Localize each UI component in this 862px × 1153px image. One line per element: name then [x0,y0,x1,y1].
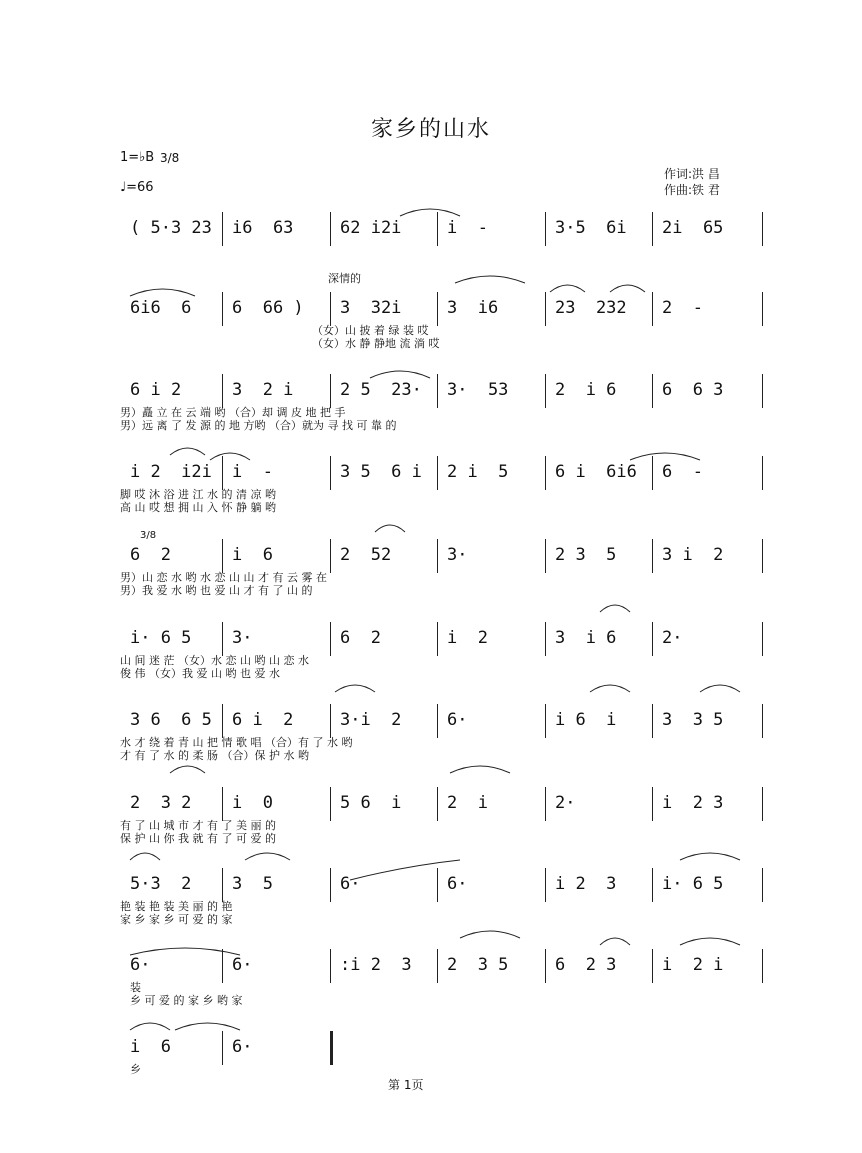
measure-notes: 6 i 6i6 [555,462,637,482]
measure-notes: ( 5·3 23 [130,218,212,238]
measure-notes: 3 5 6 i [340,462,422,482]
measure-notes: 3 32i [340,298,402,318]
measure-notes: 3 i 2 [662,545,724,565]
measure-notes: 5 6 i [340,793,402,813]
measure-notes: i6 63 [232,218,294,238]
slur [460,931,520,938]
measure-notes: 6 6 3 [662,380,724,400]
measure-notes: 6· [447,710,468,730]
slur [455,276,525,283]
measure-notes: 2 3 5 [555,545,617,565]
measure-notes: 2 3 5 [447,955,509,975]
measure-notes: i 2 3 [662,793,724,813]
slur [130,948,240,955]
lyric-line: 家 乡 家 乡 可 爱 的 家 [120,913,233,926]
measure-notes: 23 232 [555,298,627,318]
measure-notes: 3 2 i [232,380,294,400]
page-number: 第 1页 [388,1078,424,1092]
measure-notes: 6· [232,955,253,975]
measure-notes: 6 2 [130,545,171,565]
lyric-line: 脚 哎 沐 浴 进 江 水 的 清 凉 哟 [120,488,276,501]
measure-notes: 62 i2i [340,218,402,238]
measure-notes: 2 i 6 [555,380,617,400]
slur [630,453,700,460]
slur [350,860,460,880]
measure-notes: 2 i [447,793,488,813]
page-title: 家乡的山水 [370,117,491,142]
slur [170,448,205,455]
lyric-line: 装 [130,981,141,994]
lyric-line: 高 山 哎 想 拥 山 入 怀 静 躺 哟 [120,501,276,514]
slur [210,453,250,460]
measure-notes: 3 6 6 5 [130,710,212,730]
meter-change: 3/8 [140,530,157,541]
lyric-line: 男）远 离 了 发 源 的 地 方哟 （合）就为 寻 找 可 靠 的 [120,419,397,432]
slur [700,685,740,692]
slur [680,853,740,860]
slur [400,209,460,216]
measure-notes: i· 6 5 [662,874,724,894]
slur [245,853,290,860]
measure-notes: 6 2 [340,628,381,648]
measure-notes: i - [232,462,273,482]
slur [610,285,645,292]
expression-mark: 深情的 [328,272,361,285]
slur [130,289,195,296]
slur [175,1023,240,1030]
slur [590,685,630,692]
lyric-line: 有 了 山 城 市 才 有 了 美 丽 的 [120,819,276,832]
lyric-line: 山 间 迷 茫 （女）水 恋 山 哟 山 恋 水 [120,654,309,667]
measure-notes: 2 3 2 [130,793,192,813]
measure-notes: 2 52 [340,545,392,565]
measure-notes: i 2 3 [555,874,617,894]
lyric-line: 男）山 恋 水 哟 水 恋 山 山 才 有 云 雾 在 [120,571,327,584]
key-label: 1=♭B [120,150,155,165]
slur [600,938,630,945]
lyric-line: 艳 装 艳 装 美 丽 的 艳 [120,900,233,913]
measure-notes: 6· [447,874,468,894]
lyric-line: 水 才 绕 着 青 山 把 情 歌 唱 （合）有 了 水 哟 [120,736,353,749]
measure-notes: 2 i 5 [447,462,509,482]
measure-notes: :i 2 3 [340,955,412,975]
measure-notes: 3·5 6i [555,218,627,238]
measure-notes: 3 i6 [447,298,499,318]
measure-notes: 6· [340,874,361,894]
composer-credit: 作曲:铁 君 [664,183,720,197]
measure-notes: 3 i 6 [555,628,617,648]
slur [130,1023,170,1030]
measure-notes: 3·i 2 [340,710,402,730]
measure-notes: 6 i 2 [232,710,294,730]
slur [370,371,430,378]
measure-notes: 2· [555,793,576,813]
measure-notes: 3 5 [232,874,273,894]
measure-notes: 3 3 5 [662,710,724,730]
measure-notes: 6 2 3 [555,955,617,975]
slur [170,766,205,773]
measure-notes: i 6 i [555,710,617,730]
measure-notes: 2i 65 [662,218,724,238]
measure-notes: 3· [447,545,468,565]
measure-notes: i 6 [130,1037,171,1057]
measure-notes: 6 - [662,462,703,482]
lyric-line: 男）我 爱 水 哟 也 爱 山 才 有 了 山 的 [120,584,313,597]
slur [680,938,740,945]
measure-notes: i 2 i [662,955,724,975]
lyric-line: 乡 [130,1063,141,1076]
measure-notes: 6· [130,955,151,975]
measure-notes: 3· [232,628,253,648]
lyric-line: 俊 伟 （女）我 爱 山 哟 也 爱 水 [120,667,280,680]
measure-notes: 2 5 23· [340,380,422,400]
tempo-mark: ♩=66 [120,180,154,195]
lyric-line: 保 护 山 你 我 就 有 了 可 爱 的 [120,832,276,845]
measure-notes: 3· 53 [447,380,509,400]
lyricist-credit: 作词:洪 昌 [664,167,720,181]
slur [375,525,405,532]
lyric-line: 才 有 了 水 的 柔 肠 （合）保 护 水 哟 [120,749,309,762]
measure-notes: i - [447,218,488,238]
measure-notes: i 0 [232,793,273,813]
time-signature: 3/8 [160,151,180,165]
lyric-line: （女）山 披 着 绿 装 哎 [312,324,429,337]
measure-notes: i 2 i2i [130,462,212,482]
slur [130,853,160,860]
measure-notes: i 6 [232,545,273,565]
measure-notes: 2 - [662,298,703,318]
measure-notes: 6i6 6 [130,298,192,318]
slur [450,766,510,773]
lyric-line: 乡 可 爱 的 家 乡 哟 家 [130,994,243,1007]
measure-notes: 6· [232,1037,253,1057]
measure-notes: i 2 [447,628,488,648]
slur [550,285,585,292]
measure-notes: i· 6 5 [130,628,192,648]
measure-notes: 5·3 2 [130,874,192,894]
measure-notes: 6 66 ) [232,298,304,318]
measure-notes: 6 i 2 [130,380,182,400]
lyric-line: 男）矗 立 在 云 端 哟 （合）却 调 皮 地 把 手 [120,406,346,419]
slur [335,685,375,692]
lyric-line: （女）水 静 静地 流 淌 哎 [312,337,440,350]
slur [600,605,630,612]
measure-notes: 2· [662,628,683,648]
